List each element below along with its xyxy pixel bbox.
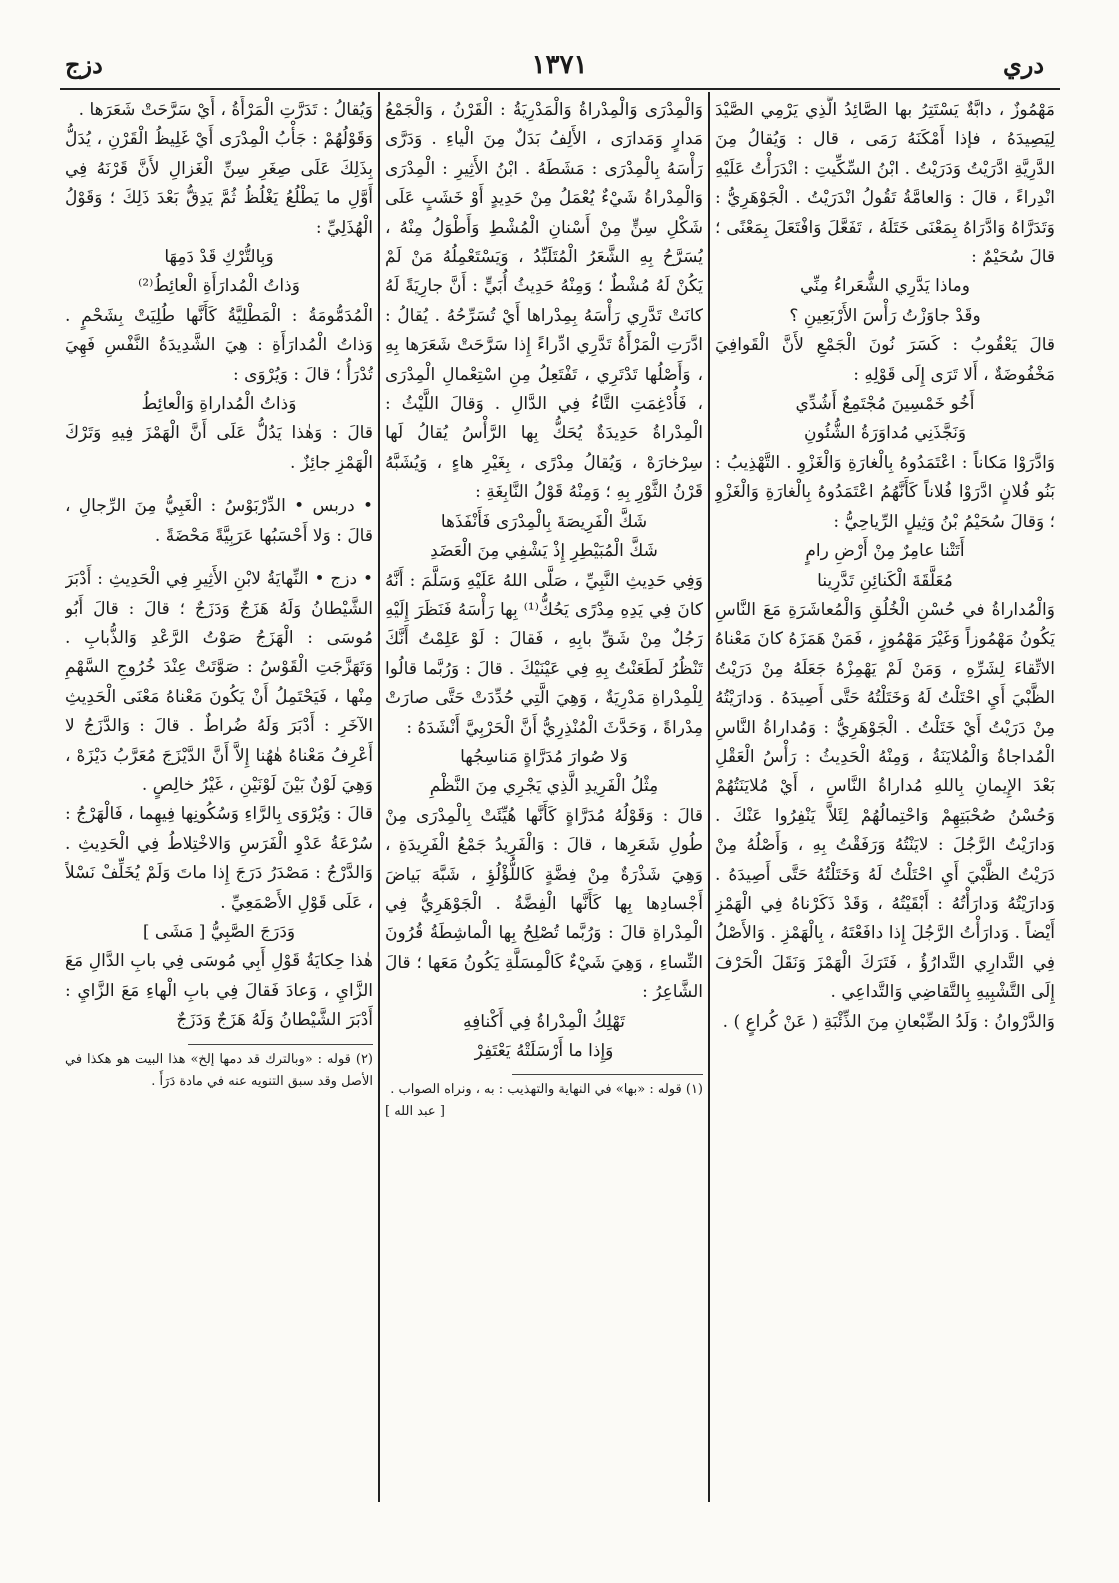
paragraph: وَفِي حَدِيثِ النَّبِيِّ ، صَلَّى اللهُ عَلَيْهِ وَسَلَّمَ : أَنَّهُ كانَ فِي يَدِهِ مِدْرًى يَحُكُّ⁽¹⁾ بِها رَأْسَهُ فَنَظَرَ إِلَيْهِ رَجُلٌ مِنْ شَقِّ بابِهِ ، فَقالَ : لَوْ عَلِمْتُ أَنَّكَ تَنْظُرُ لَطَعَنْتُ بِهِ فِي عَيْنَيْكَ . قالَ : وَرُبَّما قالُوا لِلْمِدْراةِ مَدْرِيَةٌ ، وَهِيَ الَّتِي حُدِّدَتْ حَتَّى صارَتْ مِدْراةً ، وَحَدَّثَ الْمُنْذِرِيُّ أَنَّ الْحَرْبِيَّ أَنْشَدَهُ : — [385, 570, 703, 738]
paragraph: وَالدَّرْوانُ : وَلَدُ الضِّبْعانِ مِنَ الذِّئْبَةِ ( عَنْ كُراعٍ ) . — [722, 1011, 1055, 1032]
footnote: (١) قوله : «بها» في النهاية والتهذيب : به ، ونراه الصواب . — [390, 1082, 703, 1098]
verse-line: وَذاتُ الْمُدارَأَةِ الْعائِطُ⁽²⁾ — [138, 276, 300, 297]
paragraph: الْمُدَمُّومَةُ : الْمَطْلِيَّةُ كَأَنَّها طُلِيَتْ بِشَحْمٍ . وَذاتُ الْمُدارَأَةِ : هِيَ الشَّدِيدَةُ النَّفْسِ فَهِيَ تُدْرَأُ ؛ قالَ : وَيُرْوَى : — [65, 305, 373, 385]
page-number: ١٣٧١ — [531, 50, 588, 80]
verse-line: وَلا صُوارَ مُدَرَّاةٍ مَناسِجُها — [460, 746, 628, 767]
header-rule — [60, 88, 1060, 90]
verse-line: تَهْلِكُ الْمِدْراةُ فِي أَكْنافِهِ — [463, 1011, 625, 1032]
entry-dirbaws: • دربس • الدِّرْبَوْسُ : الْغَبِيُّ مِنَ الرِّجالِ ، قالَ : وَلا أَحْسَبُها عَرَبِيَّةً مَحْضَةً . — [65, 496, 373, 546]
verse-line: وماذا يَدَّرِي الشُّعَراءُ مِنِّي — [800, 276, 970, 297]
footnote-rule — [512, 1074, 703, 1075]
verse-line: أَتَتْنا عامِرٌ مِنْ أَرْضِ رامٍ — [805, 541, 965, 562]
column-left — [65, 96, 373, 1496]
verse-line: وَبِالتُّرْكِ قَدْ دَمِهَا — [164, 247, 274, 268]
column-divider-left — [378, 92, 380, 1502]
paragraph: وَقَوْلُهُمْ : جَأْبُ الْمِدْرَى أَيْ غَلِيظُ الْقَرْنِ ، يُدَلُّ بِذَلِكَ عَلَى صِغَرِ سِنِّ الْغَزالِ لأَنَّ قَرْنَهُ فِي أَوَّلِ ما يَطْلُعُ يَغْلُظُ ثُمَّ يَدِقُّ بَعْدَ ذَلِكَ ؛ وَقَوْلُ الْهُذَلِيِّ : — [65, 129, 373, 238]
verse-line: شَكَّ الْمُبَيْطِرِ إِذْ يَشْفِي مِنَ الْعَضَدِ — [430, 541, 658, 562]
column-middle — [385, 96, 703, 1496]
paragraph: قالَ يَعْقُوبُ : كَسَرَ نُونَ الْجَمْعِ لأَنَّ الْقَوافِيَ مَخْفُوضَةٌ ، أَلا تَرَى إِلَى قَوْلِهِ : — [715, 335, 1055, 385]
verse-line: أَخُو خَمْسِينَ مُجْتَمِعٌ أَشُدِّي — [795, 394, 975, 415]
paragraph: قالَ : وَهٰذا يَدُلُّ عَلَى أَنَّ الْهَمْزَ فِيهِ وَتَرْكَ الْهَمْزِ جائِزٌ . — [65, 423, 373, 473]
entry-dazaj: • دزج • النِّهايَةُ لابْنِ الأَثِيرِ فِي الْحَدِيثِ : أَدْبَرَ الشَّيْطانُ وَلَهُ هَزَجٌ وَدَزَجٌ ؛ قالَ : قالَ أَبُو مُوسَى : الْهَزَجُ صَوْتُ الرَّعْدِ وَالذُّبابِ . وَتَهَزَّجَتِ الْقَوْسُ : صَوَّتَتْ عِنْدَ خُرُوجِ السَّهْمِ مِنْها ، فَيَحْتَمِلُ أَنْ يَكُونَ مَعْناهُ مَعْنَى الْحَدِيثِ الآخَرِ : أَدْبَرَ وَلَهُ ضُراطٌ . قالَ : وَالدَّزَجُ لا أَعْرِفُ مَعْناهُ هٰهُنا إِلاَّ أَنَّ الدَّيْزَجَ مُعَرَّبُ دَيْزَهْ ، وَهِيَ لَوْنٌ بَيْنَ لَوْنَيْنِ ، غَيْرُ خالِصٍ . — [65, 569, 373, 795]
verse-line: وَنَجَّذَنِي مُداوَرَةُ الشُّئُونِ — [803, 423, 967, 444]
verse-line: وَدَرَجَ الصَّبِيُّ [ مَشَى ] — [142, 921, 296, 942]
footnote-signature: [ عبد الله ] — [385, 1104, 445, 1120]
verse-line: شَكَّ الْفَرِيصَةَ بِالْمِدْرَى فَأَنْفَذَها — [440, 511, 648, 532]
column-right — [715, 96, 1055, 1496]
verse-line: وَذاتُ الْمُداراةِ وَالْعائِطُ — [141, 394, 297, 415]
footnote-rule — [188, 1044, 373, 1045]
header-left-root: دزج — [65, 50, 103, 79]
paragraph: مَهْمُوزٌ ، دابَّةٌ يَسْتَتِرُ بها الصَّائِدُ الَّذِي يَرْمِي الصَّيْدَ لِيَصِيدَهُ ، فإذا أَمْكَنَهُ رَمَى ، قال : وَيُقالُ مِنَ الدَّرِيَّةِ ادَّرَيْتُ وَدَرَيْتُ . ابْنُ السِّكِّيتِ : انْدَرَأْتُ عَلَيْهِ انْدِراءً ، قالَ : وَالعامَّةُ تَقُولُ انْدَرَيْتُ . الْجَوْهَرِيُّ : وَتَدَرَّاهُ وَادَّرَاهُ بِمَعْنَى خَتَلَهُ ، تَفَعَّلَ وَافْتَعَلَ بِمَعْنًى ؛ قالَ سُحَيْمٌ : — [715, 100, 1055, 268]
header-right-root: دري — [1002, 50, 1044, 79]
verse-line: وَإِذا ما أَرْسَلَتْهُ يَعْتَفِرْ — [474, 1041, 614, 1061]
footnote: (٢) قوله : «وبالترك قد دمها إلخ» هذا البيت هو هكذا في الأصل وقد سبق التنويه عنه في مادة دَرَأَ . — [65, 1051, 373, 1089]
paragraph: هٰذا حِكايَةُ قَوْلِ أَبِي مُوسَى فِي بابِ الدَّالِ مَعَ الزَّايِ ، وَعادَ فَقالَ فِي بابِ الْهاءِ مَعَ الزَّايِ : أَدْبَرَ الشَّيْطانُ وَلَهُ هَزَجٌ وَدَزَجٌ — [65, 951, 373, 1031]
paragraph: وَالْمِدْرَى وَالْمِدْراةُ وَالْمَدْرِيَةُ : الْقَرْنُ ، وَالْجَمْعُ مَدارٍ وَمَدارَى ، الأَلِفُ بَدَلٌ مِنَ الْياءِ . وَدَرَّى رَأْسَهُ بِالْمِدْرَى : مَشَطَهُ . ابْنُ الأَثِيرِ : الْمِدْرَى وَالْمِدْراةُ شَيْءٌ يُعْمَلُ مِنْ حَدِيدٍ أَوْ خَشَبٍ عَلَى شَكْلِ سِنٍّ مِنْ أَسْنانِ الْمُشْطِ وَأَطْوَلُ مِنْهُ ، يُسَرَّحُ بِهِ الشَّعَرُ الْمُتَلَبِّدُ ، وَيَسْتَعْمِلُهُ مَنْ لَمْ يَكُنْ لَهُ مُشْطٌ ؛ وَمِنْهُ حَدِيثُ أُبَيٍّ : أَنَّ جارِيَةً لَهُ كانَتْ تَدَّرِي رَأْسَهُ بِمِدْراها أَيْ تُسَرِّحُهُ . يُقالُ : ادَّرَتِ الْمَرْأَةُ تَدَّرِي ادِّراءً إِذا سَرَّحَتْ شَعَرَها بِهِ ، وَأَصْلُها تَدْتَرِي ، تَفْتَعِلُ مِنِ اسْتِعْمالِ الْمِدْرَى ، فَأُدْغِمَتِ التَّاءُ فِي الدَّالِ . وَقالَ اللَّيْثُ : الْمِدْراةُ حَدِيدَةٌ يُحَكُّ بِها الرَّأْسُ يُقالُ لَها سِرْخارَهْ ، وَيُقالُ مِدْرًى ، بِغَيْرِ هاءٍ ، وَيُشَبَّهُ قَرْنُ الثَّوْرِ بِهِ ؛ وَمِنْهُ قَوْلُ النَّابِغَةِ : — [385, 100, 703, 503]
verse-line: وقَدْ جاوَزْتُ رَأْسَ الأَرْبَعِينِ ؟ — [789, 305, 981, 326]
paragraph: قالَ : وَيُرْوَى بِالرَّاءِ وَسُكُونِها فِيهِما ، فَالْهَرْجُ : سُرْعَةُ عَدْوِ الْفَرَسِ وَالاخْتِلاطُ فِي الْحَدِيثِ . وَالدَّرْجُ : مَصْدَرُ دَرَجَ إِذا ماتَ وَلَمْ يُخَلِّفْ نَسْلاً ، عَلَى قَوْلِ الأَصْمَعِيِّ . — [65, 804, 373, 913]
paragraph: قالَ : وَقَوْلُهُ مُدَرَّاةٍ كَأَنَّها هُيِّئَتْ بِالْمِدْرَى مِنْ طُولِ شَعَرِها ، قالَ : وَالْفَرِيدُ جَمْعُ الْفَرِيدَةِ ، وَهِيَ شَذْرَةٌ مِنْ فِضَّةٍ كَاللُّؤْلُؤِ ، شَبَّهَ بَياضَ أَجْسادِها بِها كَأَنَّها الْفِضَّةُ . الْجَوْهَرِيُّ فِي الْمِدْراةِ قالَ : وَرُبَّما تُصْلِحُ بِها الْماشِطَةُ قُرُونَ النِّساءِ ، وَهِيَ شَيْءٌ كَالْمِسَلَّةِ يَكُونُ مَعَها ؛ قالَ الشَّاعِرُ : — [385, 805, 703, 1003]
verse-line: مُعَلَّقَةَ الْكَنائِنِ تَدَّرِينا — [817, 570, 953, 591]
column-divider-right — [708, 92, 710, 1502]
paragraph: وَادَّرَوْا مَكاناً : اعْتَمَدُوهُ بِالْغارَةِ وَالْغَزْوِ . التَّهْذِيبُ : بَنُو فُلانٍ ادَّرَوْا فُلاناً كَأَنَّهُمُ اعْتَمَدُوهُ بِالْغارَةِ وَالْغَزْوِ ؛ وَقالَ سُحَيْمُ بْنُ وَثِيلٍ الرِّياحِيُّ : — [715, 452, 1055, 532]
paragraph: وَالْمُداراةُ في حُسْنِ الْخُلُقِ وَالْمُعاشَرَةِ مَعَ النَّاسِ يَكُونُ مَهْمُوزاً وَغَيْرَ مَهْمُوزٍ ، فَمَنْ هَمَزَهُ كانَ مَعْناهُ الاتِّقاءَ لِشَرِّهِ ، وَمَنْ لَمْ يَهْمِزْهُ جَعَلَهُ مِنْ دَرَيْتُ الظَّبْيَ أَيِ احْتَلْتُ لَهُ وَخَتَلْتُهُ حَتَّى أَصِيدَهُ . وَدارَيْتُهُ مِنْ دَرَيْتُ أَيْ خَتَلْتُ . الْجَوْهَرِيُّ : وَمُداراةُ النَّاسِ الْمُداجاةُ وَالْمُلايَنَةُ ، وَمِنْهُ الْحَدِيثُ : رَأْسُ الْعَقْلِ بَعْدَ الإِيمانِ بِاللهِ مُداراةُ النَّاسِ ، أَيْ مُلايَنَتُهُمْ وَحُسْنُ صُحْبَتِهِمْ وَاحْتِمالُهُمْ لِئَلاَّ يَنْفِرُوا عَنْكَ . وَدارَيْتُ الرَّجُلَ : لايَنْتُهُ وَرَفَقْتُ بِهِ ، وَأَصْلُهُ مِنْ دَرَيْتُ الظَّبْيَ أَيِ احْتَلْتُ لَهُ وَخَتَلْتُهُ حَتَّى أَصِيدَهُ . وَدارَيْتُهُ وَدارَأْتُهُ : أَبْقَيْتُهُ ، وَقَدْ ذَكَرْناهُ فِي الْهَمْزِ أَيْضاً . وَدارَأْتُ الرَّجُلَ إِذا دافَعْتَهُ ، بِالْهَمْزِ . وَالأَصْلُ فِي التَّدارِي التَّدارُؤُ ، فَتَرَكَ الْهَمْزَ وَنَقَلَ الْحَرْفَ إِلَى التَّشْبِيهِ بِالتَّقاضِي وَالتَّداعِي . — [715, 599, 1055, 1003]
paragraph: وَيُقالُ : تَدَرَّتِ الْمَرْأَةُ ، أَيْ سَرَّحَتْ شَعَرَها . — [78, 100, 373, 120]
verse-line: مِثْلُ الْفَرِيدِ الَّذِي يَجْرِي مِنَ النَّظْمِ — [429, 776, 659, 797]
